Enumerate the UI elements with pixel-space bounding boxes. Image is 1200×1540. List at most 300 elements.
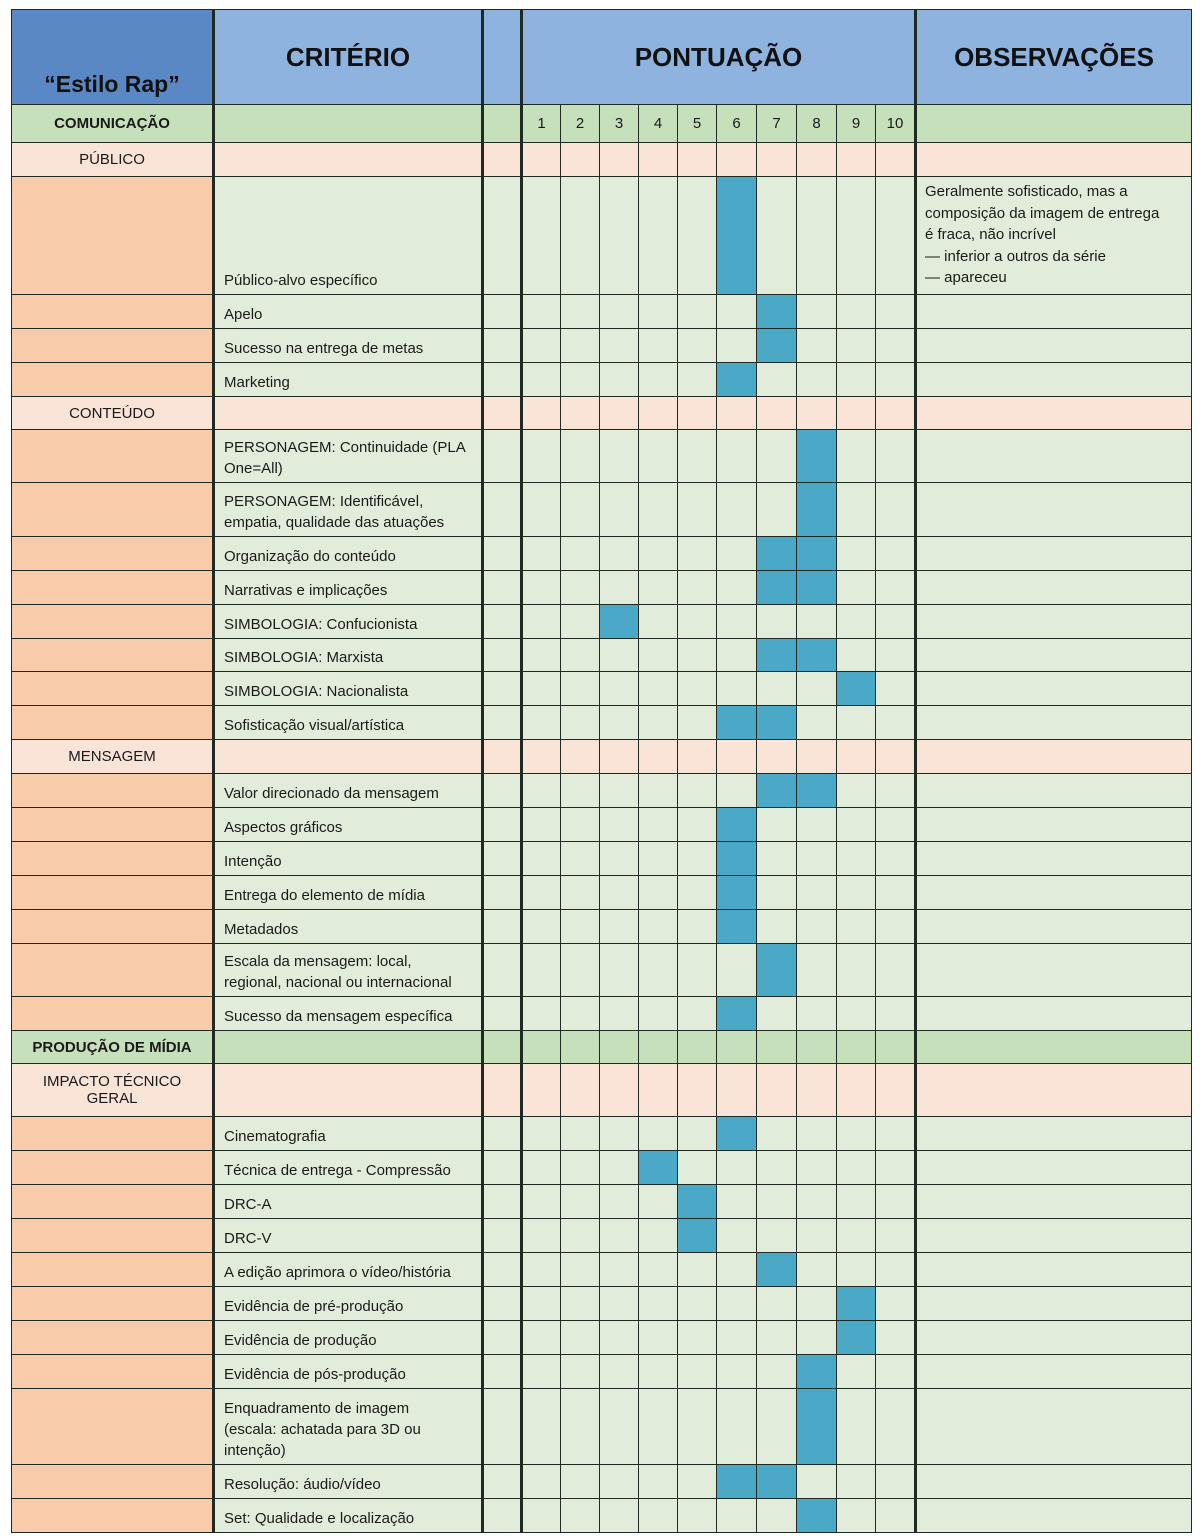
scale-number <box>876 1031 916 1064</box>
section-obs-cell <box>916 105 1192 143</box>
score-cell <box>561 397 600 430</box>
score-cell <box>837 1355 876 1389</box>
score-cell <box>837 363 876 397</box>
blank-cell <box>483 808 522 842</box>
score-cell <box>678 483 717 537</box>
score-cell <box>639 1321 678 1355</box>
score-cell <box>561 1389 600 1465</box>
scale-number <box>600 1031 639 1064</box>
subsection-obs-cell <box>916 740 1192 774</box>
criterion-row <box>12 1499 1192 1533</box>
subsection-blank-cell <box>483 1064 522 1117</box>
subsection-obs-cell <box>916 143 1192 177</box>
criterion-label: Público-alvo específico <box>214 177 483 295</box>
score-cell <box>717 1389 757 1465</box>
score-cell <box>876 1389 916 1465</box>
criterion-row <box>12 605 1192 639</box>
score-cell <box>522 537 561 571</box>
score-cell <box>600 1117 639 1151</box>
section-obs-cell <box>916 1031 1192 1064</box>
score-cell <box>757 1389 797 1465</box>
score-cell <box>678 1064 717 1117</box>
blank-cell <box>483 774 522 808</box>
score-cell <box>678 1355 717 1389</box>
blank-cell <box>483 1253 522 1287</box>
score-marker <box>757 639 797 672</box>
score-cell <box>522 808 561 842</box>
score-cell <box>837 1465 876 1499</box>
observation-cell <box>916 774 1192 808</box>
score-cell <box>797 706 837 740</box>
score-cell <box>561 997 600 1031</box>
observation-cell <box>916 1219 1192 1253</box>
score-cell <box>639 329 678 363</box>
blank-cell <box>483 1321 522 1355</box>
score-marker <box>797 537 837 571</box>
blank-cell <box>483 672 522 706</box>
blank-cell <box>483 1219 522 1253</box>
criterion-row <box>12 1389 1192 1465</box>
score-cell <box>757 1219 797 1253</box>
score-cell <box>522 329 561 363</box>
criterion-label: Enquadramento de imagem (escala: achatada para 3D ou intenção) <box>214 1389 483 1465</box>
score-cell <box>757 1355 797 1389</box>
score-marker <box>757 295 797 329</box>
score-marker <box>797 1499 837 1533</box>
score-cell <box>639 774 678 808</box>
score-cell <box>876 1117 916 1151</box>
score-cell <box>837 430 876 483</box>
score-cell <box>678 944 717 997</box>
score-cell <box>561 177 600 295</box>
blank-cell <box>483 605 522 639</box>
score-cell <box>600 910 639 944</box>
score-cell <box>522 672 561 706</box>
score-cell <box>678 363 717 397</box>
score-cell <box>561 1355 600 1389</box>
score-cell <box>600 706 639 740</box>
scale-number <box>797 1031 837 1064</box>
blank-cell <box>483 639 522 672</box>
score-cell <box>757 605 797 639</box>
row-label-cell <box>12 639 214 672</box>
criterion-row <box>12 842 1192 876</box>
blank-cell <box>483 1499 522 1533</box>
observation-cell <box>916 997 1192 1031</box>
score-cell <box>522 1151 561 1185</box>
score-cell <box>639 397 678 430</box>
observation-cell <box>916 1117 1192 1151</box>
score-cell <box>757 740 797 774</box>
criterion-label: Valor direcionado da mensagem <box>214 774 483 808</box>
criterion-row <box>12 1219 1192 1253</box>
score-cell <box>561 672 600 706</box>
row-label-cell <box>12 1355 214 1389</box>
criterio-heading: CRITÉRIO <box>214 10 483 105</box>
score-cell <box>757 876 797 910</box>
subsection-obs-cell <box>916 397 1192 430</box>
score-cell <box>757 1064 797 1117</box>
score-cell <box>561 295 600 329</box>
score-marker <box>757 1465 797 1499</box>
subsection-label: CONTEÚDO <box>12 397 214 430</box>
score-marker <box>757 944 797 997</box>
score-cell <box>876 740 916 774</box>
criterion-label: Sucesso na entrega de metas <box>214 329 483 363</box>
score-cell <box>797 329 837 363</box>
score-cell <box>797 1185 837 1219</box>
score-cell <box>522 1287 561 1321</box>
scale-number: 5 <box>678 105 717 143</box>
blank-cell <box>483 483 522 537</box>
score-cell <box>522 483 561 537</box>
score-marker <box>797 1355 837 1389</box>
score-cell <box>561 1064 600 1117</box>
subsection-label: PÚBLICO <box>12 143 214 177</box>
observation-cell <box>916 1465 1192 1499</box>
criterion-row <box>12 997 1192 1031</box>
score-cell <box>717 639 757 672</box>
row-label-cell <box>12 1219 214 1253</box>
score-cell <box>757 910 797 944</box>
score-cell <box>678 1117 717 1151</box>
score-cell <box>797 1287 837 1321</box>
score-cell <box>639 842 678 876</box>
score-cell <box>717 672 757 706</box>
score-marker <box>717 706 757 740</box>
subsection-row <box>12 143 1192 177</box>
blank-cell <box>483 363 522 397</box>
row-label-cell <box>12 177 214 295</box>
sheet-title: “Estilo Rap” <box>12 10 214 105</box>
score-cell <box>837 774 876 808</box>
score-cell <box>717 1064 757 1117</box>
observacoes-heading: OBSERVAÇÕES <box>916 10 1192 105</box>
score-cell <box>876 605 916 639</box>
criterion-row <box>12 1287 1192 1321</box>
subsection-row <box>12 1064 1192 1117</box>
observation-cell <box>916 706 1192 740</box>
score-marker <box>717 1465 757 1499</box>
score-cell <box>561 774 600 808</box>
criterion-label: PERSONAGEM: Continuidade (PLA One=All) <box>214 430 483 483</box>
scale-number: 2 <box>561 105 600 143</box>
score-cell <box>797 1465 837 1499</box>
criterion-label: SIMBOLOGIA: Marxista <box>214 639 483 672</box>
score-cell <box>837 740 876 774</box>
score-marker <box>717 1117 757 1151</box>
score-cell <box>600 430 639 483</box>
observation-cell <box>916 842 1192 876</box>
score-cell <box>797 397 837 430</box>
score-cell <box>678 571 717 605</box>
criterion-label: A edição aprimora o vídeo/história <box>214 1253 483 1287</box>
criterion-row <box>12 1185 1192 1219</box>
score-cell <box>837 571 876 605</box>
score-cell <box>522 876 561 910</box>
score-cell <box>757 808 797 842</box>
score-cell <box>600 1321 639 1355</box>
criterion-row <box>12 672 1192 706</box>
criterion-row <box>12 944 1192 997</box>
score-cell <box>717 1185 757 1219</box>
score-cell <box>876 808 916 842</box>
observation-cell <box>916 910 1192 944</box>
score-cell <box>876 295 916 329</box>
criterion-row <box>12 1321 1192 1355</box>
row-label-cell <box>12 363 214 397</box>
score-cell <box>522 842 561 876</box>
observation-cell <box>916 605 1192 639</box>
observation-cell <box>916 1151 1192 1185</box>
score-cell <box>876 1355 916 1389</box>
criterion-label: Cinematografia <box>214 1117 483 1151</box>
score-cell <box>561 639 600 672</box>
score-cell <box>837 143 876 177</box>
subsection-obs-cell <box>916 1064 1192 1117</box>
score-cell <box>837 1499 876 1533</box>
score-cell <box>522 1465 561 1499</box>
score-cell <box>717 944 757 997</box>
score-cell <box>522 774 561 808</box>
score-marker <box>797 571 837 605</box>
score-cell <box>639 430 678 483</box>
score-cell <box>678 143 717 177</box>
score-cell <box>639 997 678 1031</box>
score-cell <box>561 1253 600 1287</box>
criterion-label: Evidência de produção <box>214 1321 483 1355</box>
score-cell <box>600 397 639 430</box>
score-cell <box>837 1185 876 1219</box>
observation-cell <box>916 363 1192 397</box>
score-cell <box>837 1064 876 1117</box>
observation-cell <box>916 944 1192 997</box>
score-cell <box>522 363 561 397</box>
blank-cell <box>483 1389 522 1465</box>
score-cell <box>522 740 561 774</box>
criterion-row <box>12 910 1192 944</box>
criterion-label: Escala da mensagem: local, regional, nacional ou internacional <box>214 944 483 997</box>
score-cell <box>561 808 600 842</box>
section-label: PRODUÇÃO DE MÍDIA <box>12 1031 214 1064</box>
evaluation-sheet <box>11 9 1192 1533</box>
score-cell <box>639 1355 678 1389</box>
criterion-row <box>12 876 1192 910</box>
score-marker <box>797 483 837 537</box>
observation-cell <box>916 1389 1192 1465</box>
blank-cell <box>483 1185 522 1219</box>
score-cell <box>797 910 837 944</box>
score-cell <box>600 295 639 329</box>
score-marker <box>717 808 757 842</box>
criterion-row <box>12 706 1192 740</box>
score-cell <box>639 143 678 177</box>
subsection-criterion-cell <box>214 1064 483 1117</box>
observation-cell <box>916 295 1192 329</box>
scale-number: 8 <box>797 105 837 143</box>
score-cell <box>522 706 561 740</box>
score-cell <box>757 363 797 397</box>
score-cell <box>757 143 797 177</box>
criterion-label: Organização do conteúdo <box>214 537 483 571</box>
criterion-row <box>12 808 1192 842</box>
score-cell <box>757 1287 797 1321</box>
row-label-cell <box>12 808 214 842</box>
score-cell <box>639 672 678 706</box>
score-cell <box>678 1499 717 1533</box>
criterion-row <box>12 177 1192 295</box>
blank-cell <box>483 706 522 740</box>
score-cell <box>639 1185 678 1219</box>
observation-cell <box>916 537 1192 571</box>
score-cell <box>678 1287 717 1321</box>
score-cell <box>600 363 639 397</box>
score-cell <box>522 605 561 639</box>
score-cell <box>678 397 717 430</box>
subsection-label: MENSAGEM <box>12 740 214 774</box>
criterion-label: Evidência de pré-produção <box>214 1287 483 1321</box>
score-cell <box>522 430 561 483</box>
blank-cell <box>483 571 522 605</box>
row-label-cell <box>12 997 214 1031</box>
score-cell <box>876 143 916 177</box>
criterion-row <box>12 363 1192 397</box>
score-cell <box>522 177 561 295</box>
score-cell <box>678 997 717 1031</box>
score-cell <box>797 944 837 997</box>
score-cell <box>876 1064 916 1117</box>
criterion-row <box>12 295 1192 329</box>
score-cell <box>678 537 717 571</box>
score-cell <box>876 876 916 910</box>
score-cell <box>561 842 600 876</box>
score-cell <box>522 1499 561 1533</box>
row-label-cell <box>12 1151 214 1185</box>
score-cell <box>561 430 600 483</box>
criterion-row <box>12 537 1192 571</box>
score-marker <box>797 639 837 672</box>
score-cell <box>639 1253 678 1287</box>
score-cell <box>561 740 600 774</box>
score-cell <box>639 706 678 740</box>
score-cell <box>717 143 757 177</box>
score-cell <box>876 1151 916 1185</box>
observation-cell <box>916 1499 1192 1533</box>
criterion-label: Entrega do elemento de mídia <box>214 876 483 910</box>
score-cell <box>717 740 757 774</box>
score-cell <box>757 430 797 483</box>
score-cell <box>678 706 717 740</box>
score-cell <box>561 876 600 910</box>
scale-number: 3 <box>600 105 639 143</box>
score-cell <box>837 842 876 876</box>
score-cell <box>522 997 561 1031</box>
row-label-cell <box>12 295 214 329</box>
score-cell <box>717 329 757 363</box>
score-cell <box>837 397 876 430</box>
score-cell <box>639 876 678 910</box>
score-cell <box>757 1117 797 1151</box>
criterion-row <box>12 639 1192 672</box>
subsection-criterion-cell <box>214 143 483 177</box>
score-cell <box>876 430 916 483</box>
score-cell <box>639 1287 678 1321</box>
score-marker <box>639 1151 678 1185</box>
score-marker <box>717 177 757 295</box>
score-cell <box>639 639 678 672</box>
row-label-cell <box>12 842 214 876</box>
score-cell <box>522 639 561 672</box>
score-cell <box>876 1219 916 1253</box>
score-cell <box>757 397 797 430</box>
scale-number <box>757 1031 797 1064</box>
observation-cell: Geralmente sofisticado, mas a composição da imagem de entrega é fraca, não incrível — inferior a outros da série — apareceu <box>916 177 1192 295</box>
criterion-row <box>12 329 1192 363</box>
score-cell <box>639 177 678 295</box>
score-cell <box>797 295 837 329</box>
score-cell <box>797 842 837 876</box>
score-cell <box>757 842 797 876</box>
score-cell <box>561 1465 600 1499</box>
score-cell <box>522 1355 561 1389</box>
pontuacao-heading: PONTUAÇÃO <box>522 10 916 105</box>
row-label-cell <box>12 329 214 363</box>
score-cell <box>561 1185 600 1219</box>
score-cell <box>837 706 876 740</box>
row-label-cell <box>12 537 214 571</box>
score-cell <box>600 808 639 842</box>
score-cell <box>522 397 561 430</box>
score-cell <box>837 537 876 571</box>
observation-cell <box>916 876 1192 910</box>
score-cell <box>678 177 717 295</box>
score-cell <box>797 1151 837 1185</box>
criterion-label: Sofisticação visual/artística <box>214 706 483 740</box>
subsection-blank-cell <box>483 143 522 177</box>
row-label-cell <box>12 1287 214 1321</box>
score-marker <box>837 1321 876 1355</box>
score-cell <box>639 808 678 842</box>
score-cell <box>876 997 916 1031</box>
criterion-row <box>12 1465 1192 1499</box>
scale-number <box>561 1031 600 1064</box>
criterion-label: PERSONAGEM: Identificável, empatia, qualidade das atuações <box>214 483 483 537</box>
score-cell <box>561 605 600 639</box>
row-label-cell <box>12 944 214 997</box>
row-label-cell <box>12 876 214 910</box>
criterion-row <box>12 483 1192 537</box>
score-cell <box>717 537 757 571</box>
criterion-label: Sucesso da mensagem específica <box>214 997 483 1031</box>
blank-cell <box>483 1355 522 1389</box>
score-cell <box>876 397 916 430</box>
score-marker <box>678 1219 717 1253</box>
score-cell <box>876 363 916 397</box>
score-cell <box>678 1151 717 1185</box>
score-cell <box>678 605 717 639</box>
observation-cell <box>916 1321 1192 1355</box>
observation-cell <box>916 483 1192 537</box>
scale-number <box>717 1031 757 1064</box>
blank-cell <box>483 997 522 1031</box>
criterion-row <box>12 571 1192 605</box>
criterion-label: Resolução: áudio/vídeo <box>214 1465 483 1499</box>
score-cell <box>678 430 717 483</box>
score-cell <box>600 740 639 774</box>
score-cell <box>639 363 678 397</box>
section-row <box>12 1031 1192 1064</box>
score-cell <box>600 876 639 910</box>
